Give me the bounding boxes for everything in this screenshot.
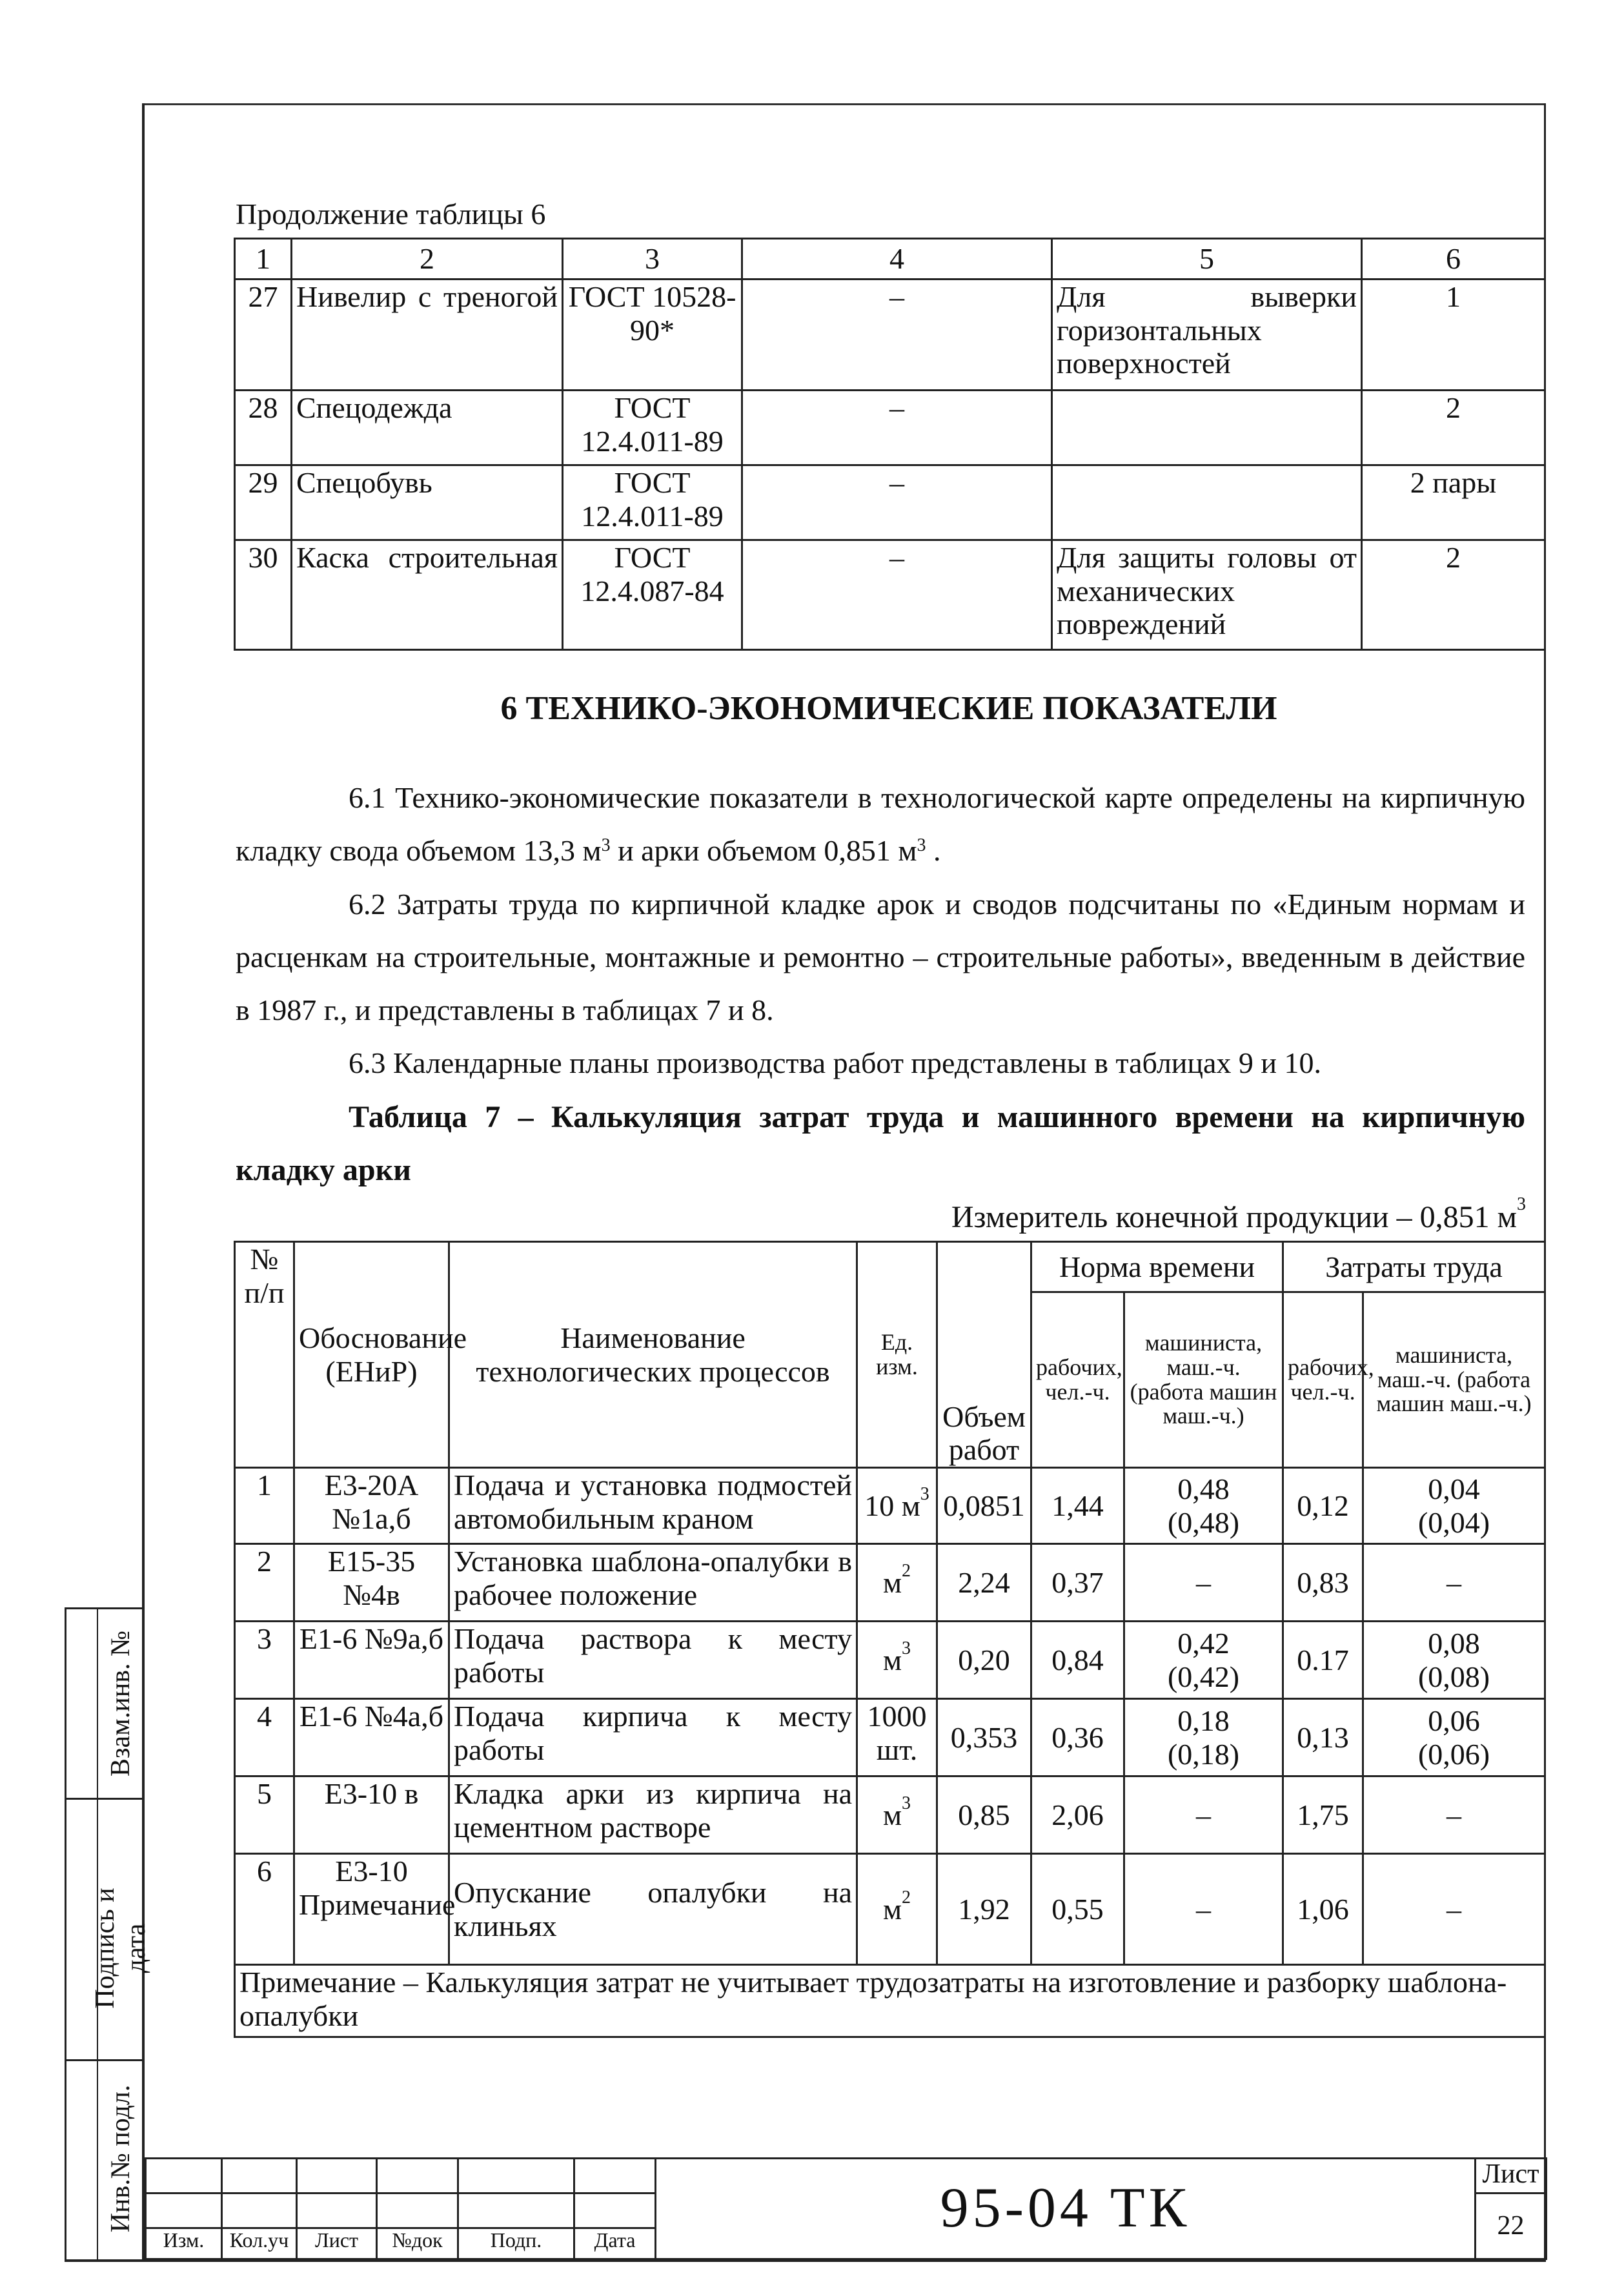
superscript: 3 [920,1483,929,1504]
volume: 0,20 [937,1622,1031,1699]
title-block-cell [222,2159,297,2193]
sheet-number: 22 [1476,2193,1547,2259]
norm-workers: 2,06 [1031,1776,1124,1854]
table-row [235,540,1545,650]
row-number: 29 [235,465,292,540]
basis-code: Е1-6 №4а,б [294,1699,449,1776]
quantity: 2 [1362,391,1545,465]
equipment-name: Спецодежда [292,391,563,465]
unit-text: м [882,1892,902,1926]
cost-machinist-value: – [1446,1798,1462,1831]
paragraph-6-3-text: 6.3 Календарные планы производства работ представлены в таблицах 9 и 10. [349,1046,1322,1079]
sheet-label: Лист [1476,2159,1547,2193]
measure-text: Измеритель конечной продукции – 0,851 м [951,1200,1517,1234]
title-block-col-label: №док [377,2228,458,2259]
paragraph-6-1-text-b: и арки объемом 0,851 м [610,834,917,867]
frame-top-border [142,103,1546,105]
row-number: 6 [235,1854,294,1965]
unit [857,1854,937,1965]
table6-header-row [235,239,1545,280]
cost-workers: 1,75 [1283,1776,1363,1854]
header-norm-time: Норма времени [1031,1242,1283,1292]
row-number: 5 [235,1776,294,1854]
table6 [234,238,1546,651]
stamp-left-border [65,1607,66,2259]
quantity: 1 [1362,280,1545,391]
table-row [235,465,1545,540]
process-name: Подача раствора к месту работы [449,1622,857,1699]
quantity: 2 пары [1362,465,1545,540]
stamp-label-inventory: Инв.№ подл. [106,2084,136,2233]
cost-machinist [1363,1544,1545,1622]
volume: 0,85 [937,1776,1031,1854]
unit-text: м [882,1565,902,1599]
paragraph-6-1-text-c: . [926,834,941,867]
table-row [235,391,1545,465]
norm-machinist-value: – [1196,1565,1211,1599]
norm-workers: 0,55 [1031,1854,1124,1965]
superscript: 3 [917,835,926,855]
norm-machinist [1124,1622,1283,1699]
superscript: 3 [902,1638,911,1658]
quantity: 2 [1362,540,1545,650]
cost-machine-value: (0,08) [1417,1660,1490,1693]
table6-header-cell: 2 [292,239,563,280]
cost-machinist-value: – [1446,1565,1462,1599]
table-row [235,1544,1545,1622]
cost-machinist [1363,1622,1545,1699]
title-block-cell [574,2193,656,2228]
norm-machine-value: (0,42) [1167,1660,1240,1693]
unit [857,1468,937,1544]
equipment-name: Спецобувь [292,465,563,540]
title-block-cell [222,2193,297,2228]
stamp-divider [65,1607,145,1609]
title-block-cell [458,2159,574,2193]
header-process-name: Наименование технологических процессов [449,1242,857,1468]
process-name: Кладка арки из кирпича на цементном растворе [449,1776,857,1854]
table-row [235,1854,1545,1965]
table6-continuation-caption: Продолжение таблицы 6 [236,198,546,230]
paragraph-6-1 [236,771,1525,877]
unit [857,1699,937,1776]
cost-machinist [1363,1699,1545,1776]
table6-header-cell: 1 [235,239,292,280]
norm-workers: 1,44 [1031,1468,1124,1544]
title-block-col-label: Лист [297,2228,377,2259]
cost-workers: 1,06 [1283,1854,1363,1965]
title-block-cell [458,2193,574,2228]
purpose: Для защиты головы от механических повреждений [1052,540,1362,650]
basis-code: Е3-20А №1а,б [294,1468,449,1544]
table-row [235,280,1545,391]
norm-machinist-value: 0,42 [1177,1626,1230,1660]
measure-unit-label [951,1194,1526,1235]
header-row-number: № п/п [235,1242,294,1468]
paragraph-6-1-text-a: 6.1 Технико-экономические показатели в технологической карте определены на кирпичную кладку свода объемом 13,3 м [236,781,1525,867]
header-volume: Объем работ [937,1242,1031,1468]
superscript: 2 [902,1887,911,1908]
process-name: Установка шаблона-опалубки в рабочее положение [449,1544,857,1622]
table7-title [236,1091,1525,1197]
unit [857,1544,937,1622]
purpose [1052,391,1362,465]
cost-machinist-value: 0,08 [1428,1626,1480,1660]
norm-machinist-value: 0,18 [1177,1704,1230,1737]
unit-text: 10 м [864,1489,920,1522]
title-block-cell [377,2193,458,2228]
cost-workers: 0,13 [1283,1699,1363,1776]
column-4-value: – [742,465,1052,540]
gost-reference: ГОСТ 12.4.087-84 [563,540,742,650]
unit-text: 1000 шт. [867,1700,927,1766]
table7 [234,1241,1546,2038]
title-block [145,2157,1547,2260]
stamp-divider [65,1798,145,1800]
row-number: 28 [235,391,292,465]
basis-code: Е15-35 №4в [294,1544,449,1622]
title-block-col-label: Дата [574,2228,656,2259]
norm-machinist [1124,1468,1283,1544]
stamp-divider [65,2059,145,2061]
table6-header-cell: 6 [1362,239,1545,280]
table7-note: Примечание – Калькуляция затрат не учитывает трудозатраты на изготовление и разборку шаблона-опалубки [235,1965,1545,2037]
basis-code: Е1-6 №9а,б [294,1622,449,1699]
header-labor-cost: Затраты труда [1283,1242,1545,1292]
cost-machinist [1363,1776,1545,1854]
table-row [235,1622,1545,1699]
title-block-col-label: Кол.уч [222,2228,297,2259]
table6-header-cell: 5 [1052,239,1362,280]
row-number: 2 [235,1544,294,1622]
column-4-value: – [742,391,1052,465]
process-name: Опускание опалубки на клиньях [449,1854,857,1965]
title-block-cell [297,2159,377,2193]
norm-workers: 0,36 [1031,1699,1124,1776]
header-norm-workers: рабочих, чел.-ч. [1031,1292,1124,1468]
title-block-col-label: Изм. [146,2228,222,2259]
process-name: Подача и установка подмостей автомобильным краном [449,1468,857,1544]
cost-workers: 0,83 [1283,1544,1363,1622]
cost-machine-value: (0,04) [1417,1505,1490,1539]
header-norm-machinist: машиниста, маш.-ч. (работа машин маш.-ч.) [1124,1292,1283,1468]
stamp-label-vzam: Взам.инв. № [106,1630,136,1777]
cost-machinist-value: 0,04 [1428,1472,1480,1505]
side-stamp [65,1607,151,2259]
title-block-col-label: Подп. [458,2228,574,2259]
header-cost-workers: рабочих, чел.-ч. [1283,1292,1363,1468]
title-block-cell [377,2159,458,2193]
table-row [235,1776,1545,1854]
header-unit: Ед. изм. [857,1242,937,1468]
volume: 0,353 [937,1699,1031,1776]
basis-code: Е3-10 Примечание [294,1854,449,1965]
norm-workers: 0,37 [1031,1544,1124,1622]
superscript: 2 [902,1560,911,1581]
table6-header-cell: 4 [742,239,1052,280]
equipment-name: Нивелир с треногой [292,280,563,391]
paragraph-6-3 [236,1037,1525,1090]
header-cost-machinist: машиниста, маш.-ч. (работа машин маш.-ч.) [1363,1292,1545,1468]
cost-machinist-value: 0,06 [1428,1704,1480,1737]
cost-workers: 0,12 [1283,1468,1363,1544]
basis-code: Е3-10 в [294,1776,449,1854]
document-code: 95-04 ТК [656,2159,1476,2259]
table-row [235,1699,1545,1776]
paragraph-6-2 [236,878,1525,1037]
norm-machine-value: (0,18) [1167,1737,1240,1771]
column-4-value: – [742,540,1052,650]
section-title: 6 ТЕХНИКО-ЭКОНОМИЧЕСКИЕ ПОКАЗАТЕЛИ [500,690,1277,727]
norm-machinist-value: – [1196,1892,1211,1926]
purpose [1052,465,1362,540]
gost-reference: ГОСТ 12.4.011-89 [563,391,742,465]
cost-machine-value: (0,06) [1417,1737,1490,1771]
title-block-cell [297,2193,377,2228]
norm-machine-value: (0,48) [1167,1505,1240,1539]
cost-machinist [1363,1854,1545,1965]
row-number: 27 [235,280,292,391]
paragraph-6-2-text: 6.2 Затраты труда по кирпичной кладке арок и сводов подсчитаны по «Единым нормам и расценкам на строительные, монтажные и ремонтно – строительные работы», введенным в действие в 1987 г., и представлены в таблицах 7 и 8. [236,888,1525,1026]
title-block-cell [146,2159,222,2193]
volume: 0,0851 [937,1468,1031,1544]
norm-machinist [1124,1699,1283,1776]
unit-text: м [882,1643,902,1676]
table7-header-row [235,1242,1545,1292]
title-block-cell [574,2159,656,2193]
superscript: 3 [902,1793,911,1813]
gost-reference: ГОСТ 10528-90* [563,280,742,391]
row-number: 30 [235,540,292,650]
row-number: 1 [235,1468,294,1544]
norm-workers: 0,84 [1031,1622,1124,1699]
cost-machinist-value: – [1446,1892,1462,1926]
norm-machinist [1124,1854,1283,1965]
header-basis: Обоснование (ЕНиР) [294,1242,449,1468]
norm-machinist [1124,1776,1283,1854]
title-block-cell [146,2193,222,2228]
row-number: 4 [235,1699,294,1776]
table7-title-text: Таблица 7 – Калькуляция затрат труда и машинного времени на кирпичную кладку арки [236,1100,1525,1187]
table-row [235,1468,1545,1544]
row-number: 3 [235,1622,294,1699]
gost-reference: ГОСТ 12.4.011-89 [563,465,742,540]
superscript: 3 [1517,1194,1526,1214]
equipment-name: Каска строительная [292,540,563,650]
stamp-label-signature-date: Подпись и дата [90,1888,151,2009]
norm-machinist-value: – [1196,1798,1211,1831]
unit-text: м [882,1798,902,1831]
column-4-value: – [742,280,1052,391]
purpose: Для выверки горизонтальных поверхностей [1052,280,1362,391]
norm-machinist-value: 0,48 [1177,1472,1230,1505]
volume: 1,92 [937,1854,1031,1965]
cost-machinist [1363,1468,1545,1544]
unit [857,1776,937,1854]
norm-machinist [1124,1544,1283,1622]
title-block-row [146,2159,1547,2193]
table7-note-row [235,1965,1545,2037]
cost-workers: 0.17 [1283,1622,1363,1699]
table6-header-cell: 3 [563,239,742,280]
superscript: 3 [601,835,611,855]
unit [857,1622,937,1699]
volume: 2,24 [937,1544,1031,1622]
process-name: Подача кирпича к месту работы [449,1699,857,1776]
